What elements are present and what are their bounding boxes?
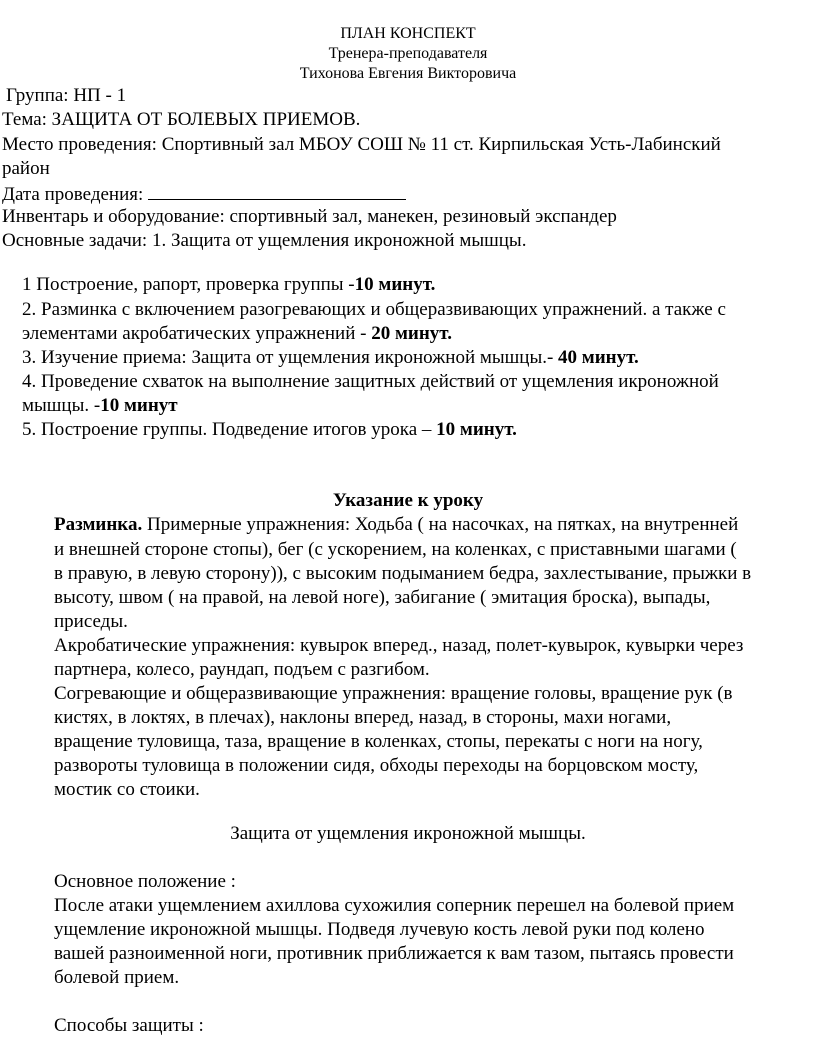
line-text: 3. Изучение приема: Защита от ущемления икроножной мышцы.-: [22, 347, 559, 368]
group-line: Группа: НП - 1: [6, 85, 127, 106]
acro-line-1: Акробатические упражнения: кувырок вперед., назад, полет-кувырок, кувырки через: [54, 635, 744, 656]
plan-item-3: [22, 346, 639, 370]
date-line: [2, 181, 406, 207]
line-text: элементами акробатических упражнений -: [22, 323, 372, 344]
place-line-1: Место проведения: Спортивный зал МБОУ СОШ № 11 ст. Кирпильская Усть-Лабинский: [2, 134, 721, 155]
doc-author: Тихонова Евгения Викторовича: [299, 65, 517, 82]
warmup-line-1: [54, 513, 738, 537]
guide-heading: Указание к уроку: [332, 490, 484, 511]
warmup-line-4: высоту, швом ( на правой, на левой ноге), забигание ( эмитация броска), выпады,: [54, 587, 711, 608]
general-line-3: вращение туловища, таза, вращение в коленках, стопы, перекаты с ноги на ногу,: [54, 731, 703, 752]
plan-item-4-line-2: [22, 394, 178, 418]
topic-line: Тема: ЗАЩИТА ОТ БОЛЕВЫХ ПРИЕМОВ.: [2, 109, 361, 130]
position-line-4: болевой прием.: [54, 967, 180, 988]
tasks-line: Основные задачи: 1. Защита от ущемления икроножной мышцы.: [2, 230, 527, 251]
doc-subtitle: Тренера-преподавателя: [328, 45, 488, 62]
equipment-line: Инвентарь и оборудование: спортивный зал, манекен, резиновый экспандер: [2, 206, 617, 227]
bold-time-text: 20 минут.: [371, 323, 452, 344]
warmup-label: Разминка.: [54, 514, 143, 535]
line-text: 5. Построение группы. Подведение итогов урока –: [22, 419, 437, 440]
doc-title: ПЛАН КОНСПЕКТ: [340, 25, 476, 42]
warmup-line-2: и внешней стороне стопы), бег (с ускорением, на коленках, с приставными шагами (: [54, 539, 737, 560]
bold-time-text: 10 минут.: [436, 419, 517, 440]
line-text: мышцы. -: [22, 395, 101, 416]
general-line-5: мостик со стоики.: [54, 779, 200, 800]
bold-time-text: 10 минут: [100, 395, 178, 416]
plan-item-4-line-1: 4. Проведение схваток на выполнение защитных действий от ущемления икроножной: [22, 371, 719, 392]
line-text: Примерные упражнения: Ходьба ( на насочках, на пятках, на внутренней: [142, 514, 739, 535]
general-line-1: Согревающие и общеразвивающие упражнения: вращение головы, вращение рук (в: [54, 683, 733, 704]
date-label: Дата проведения:: [2, 184, 149, 205]
general-line-4: развороты туловища в положении сидя, обходы переходы на борцовском мосту,: [54, 755, 699, 776]
position-line-1: После атаки ущемлением ахиллова сухожилия соперник перешел на болевой прием: [54, 895, 735, 916]
date-blank: [148, 181, 406, 200]
bold-time-text: 40 минут.: [558, 347, 639, 368]
plan-item-1: [22, 273, 435, 297]
position-label: Основное положение :: [54, 871, 236, 892]
acro-line-2: партнера, колесо, раундап, подъем с разгибом.: [54, 659, 430, 680]
bold-time-text: 10 минут.: [354, 274, 436, 295]
warmup-line-3: в правую, в левую сторону)), с высоким подыманием бедра, захлестывание, прыжки в: [54, 563, 752, 584]
position-line-2: ущемление икроножной мышцы. Подведя лучевую кость левой руки под колено: [54, 919, 705, 940]
position-line-3: вашей разноименной ноги, противник приближается к вам тазом, пытаясь провести: [54, 943, 734, 964]
place-line-2: район: [2, 158, 50, 179]
warmup-line-5: приседы.: [54, 611, 128, 632]
plan-item-5: [22, 418, 517, 442]
methods-label: Способы защиты :: [54, 1015, 204, 1036]
general-line-2: кистях, в локтях, в плечах), наклоны вперед, назад, в стороны, махи ногами,: [54, 707, 672, 728]
defense-heading: Защита от ущемления икроножной мышцы.: [230, 823, 586, 844]
plan-item-2-line-2: [22, 322, 452, 346]
plan-item-2-line-1: 2. Разминка с включением разогревающих и общеразвивающих упражнений. а также с: [22, 299, 726, 320]
line-text: 1 Построение, рапорт, проверка группы -: [22, 274, 355, 295]
